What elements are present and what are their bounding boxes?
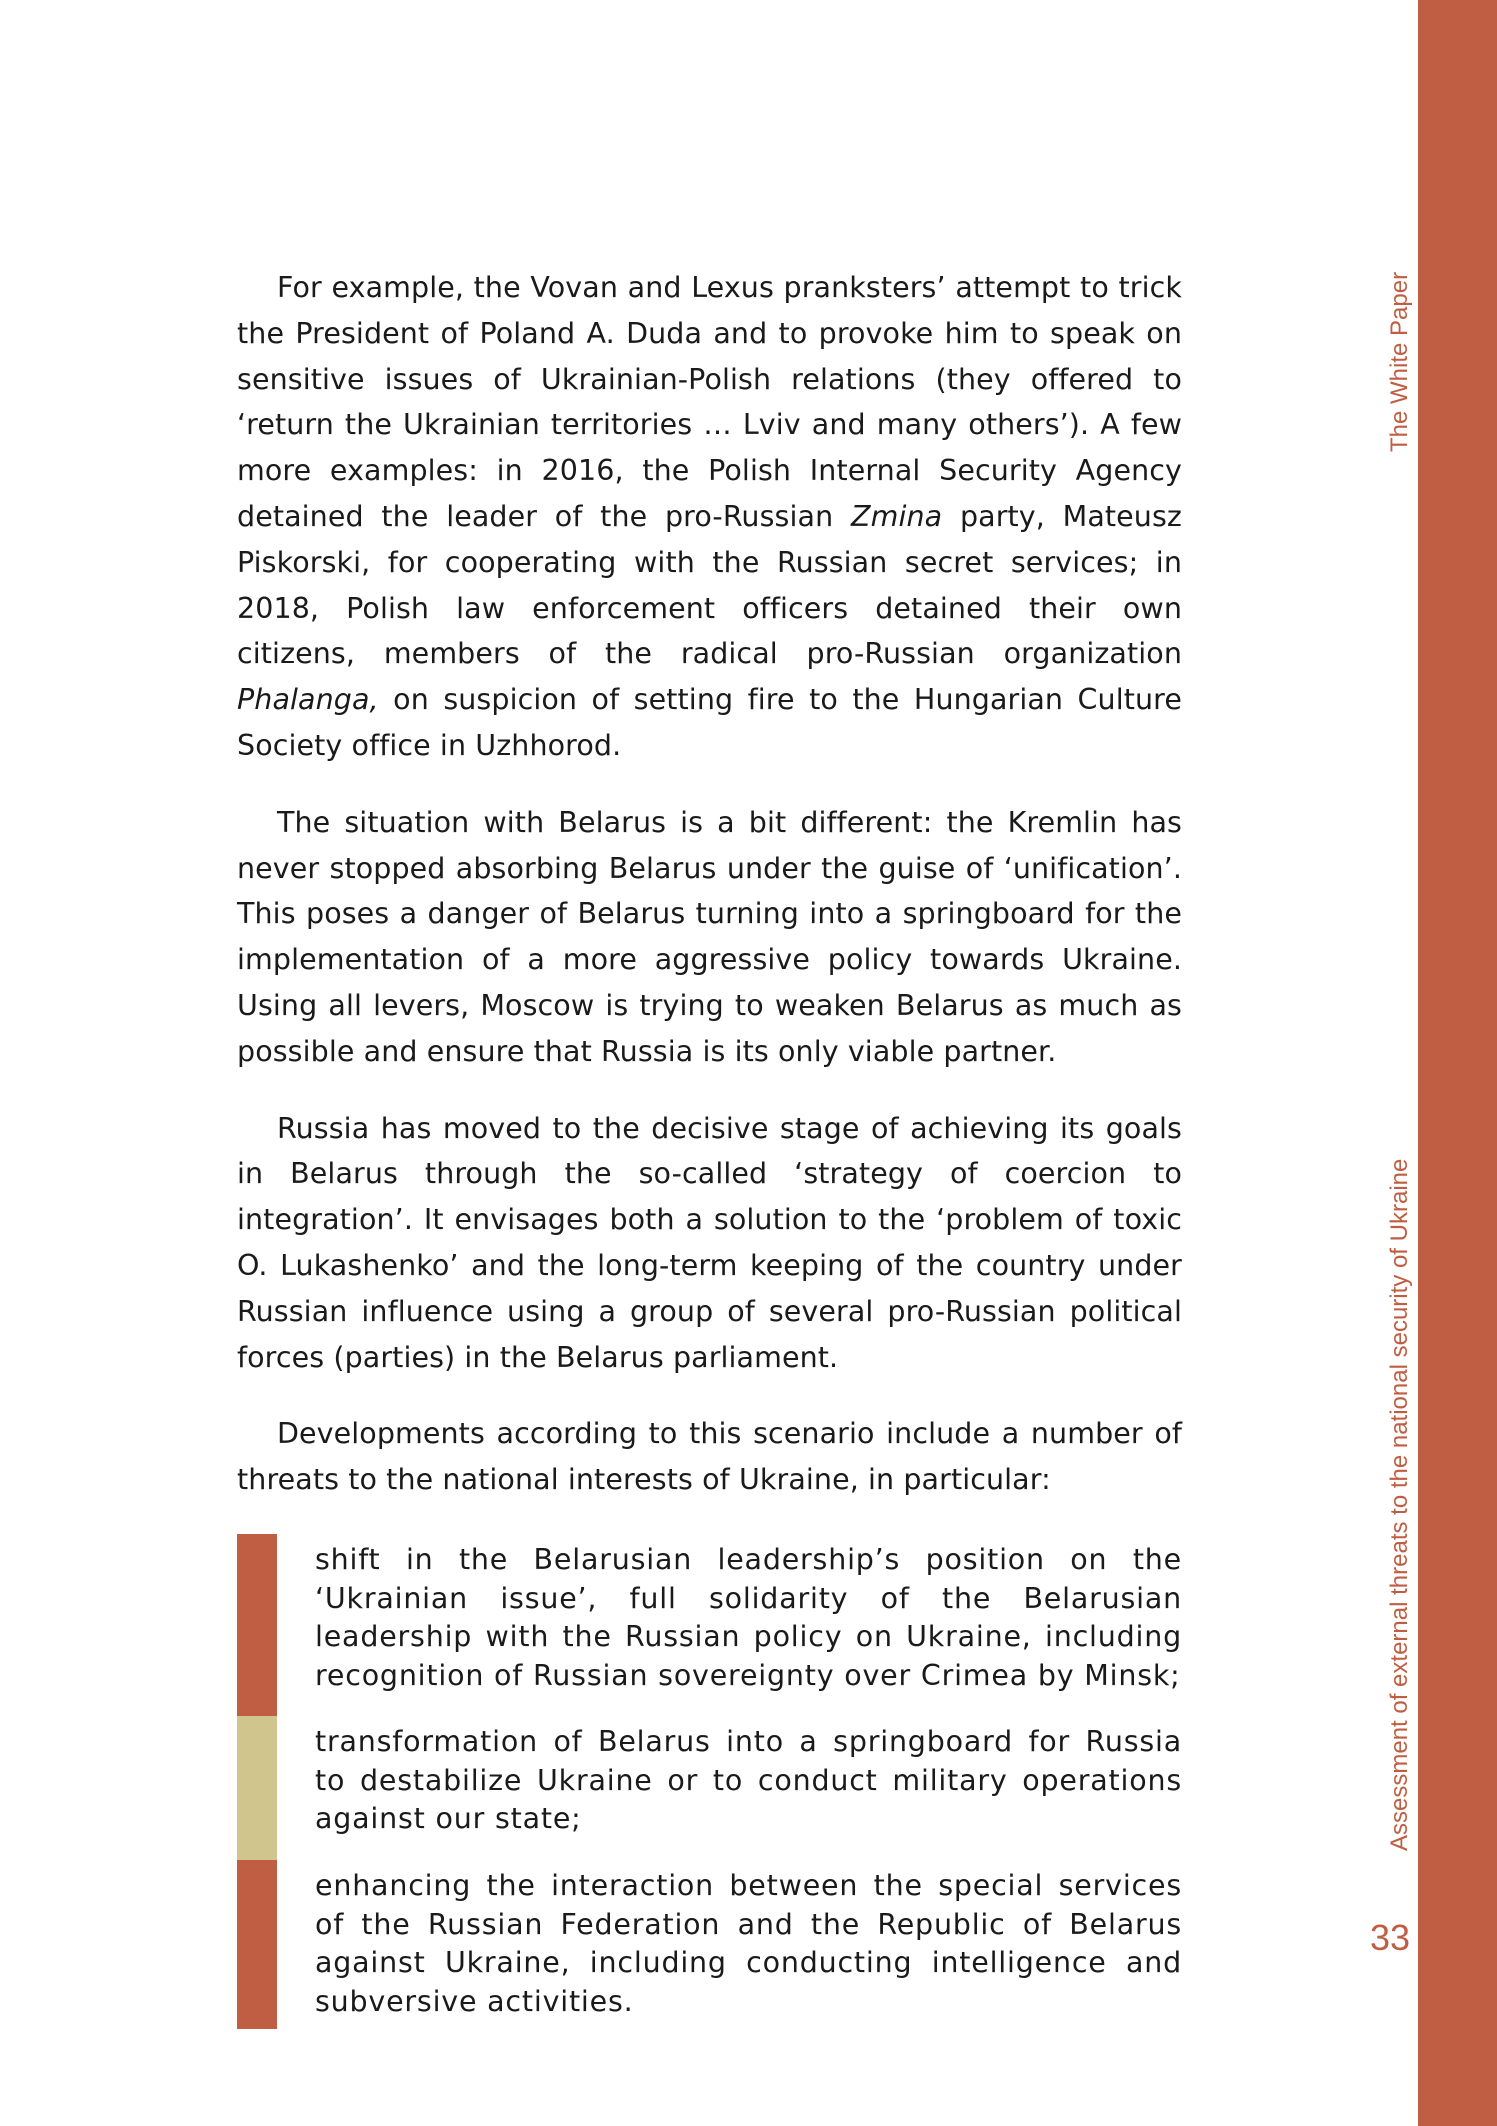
running-header-title: The White Paper [1386, 271, 1413, 452]
paragraph-1-italic-zmina: Zmina [850, 499, 943, 533]
threat-item-1 [237, 1534, 1182, 1716]
threat-item-1-text: shift in the Belarusian leadership’s position on the ‘Ukrainian issue’, full solidarity of the Belarusian leadership with the Russian policy on Ukraine, including recognition of Russian sovereignty over Crimea by Minsk; [315, 1542, 1182, 1692]
right-color-band [1418, 0, 1497, 2126]
list-marker-bar [237, 1860, 277, 2029]
threat-item-3 [237, 1860, 1182, 2029]
paragraph-1-part-3: on suspicion of setting fire to the Hungarian Culture Society office in Uzhhorod. [237, 683, 1182, 762]
threat-item-2 [237, 1716, 1182, 1860]
paragraph-1 [237, 265, 1182, 769]
list-marker-bar [237, 1716, 277, 1860]
paragraph-1-italic-phalanga: Phalanga, [237, 683, 379, 717]
list-marker-bar [237, 1534, 277, 1716]
main-body-text [237, 265, 1182, 2029]
threat-item-3-text: enhancing the interaction between the special services of the Russian Federation and the Republic of Belarus against Ukraine, including conducting intelligence and subversive activities. [315, 1869, 1182, 2018]
paragraph-1-part-1: For example, the Vovan and Lexus pranksters’ attempt to trick the President of Poland A. Duda and to provoke him to speak on sensitive issues of Ukrainian-Polish relations (they offered to ‘return the Ukrainian territories … Lviv and many others’). A few more examples: in 2016, the Polish Internal Security Agency detained the leader of the pro-Russian [237, 271, 1182, 533]
threat-list [237, 1534, 1182, 2030]
page-number: 33 [1370, 1917, 1411, 1958]
paragraph-2: The situation with Belarus is a bit different: the Kremlin has never stopped absorbing Belarus under the guise of ‘unification’. This poses a danger of Belarus turning into a springboard for the implementation of a more aggressive policy towards Ukraine. Using all levers, Moscow is trying to weaken Belarus as much as possible and ensure that Russia is its only viable partner. [237, 805, 1182, 1068]
paragraph-1-part-2: party, Mateusz Piskorski, for cooperating with the Russian secret services; in 2018, Polish law enforcement officers detained their own citizens, members of the radical pro-Russian organization [237, 499, 1182, 671]
paragraph-4: Developments according to this scenario include a number of threats to the national interests of Ukraine, in particular: [237, 1417, 1182, 1497]
section-title-vertical: Assessment of external threats to the national security of Ukraine [1386, 1158, 1413, 1851]
threat-item-2-text: transformation of Belarus into a springboard for Russia to destabilize Ukraine or to conduct military operations against our state; [315, 1725, 1182, 1836]
paragraph-3: Russia has moved to the decisive stage of achieving its goals in Belarus through the so-called ‘strategy of coercion to integration’. It envisages both a solution to the ‘problem of toxic O. Lukashenko’ and the long-term keeping of the country under Russian influence using a group of several pro-Russian political forces (parties) in the Belarus parliament. [237, 1111, 1182, 1374]
